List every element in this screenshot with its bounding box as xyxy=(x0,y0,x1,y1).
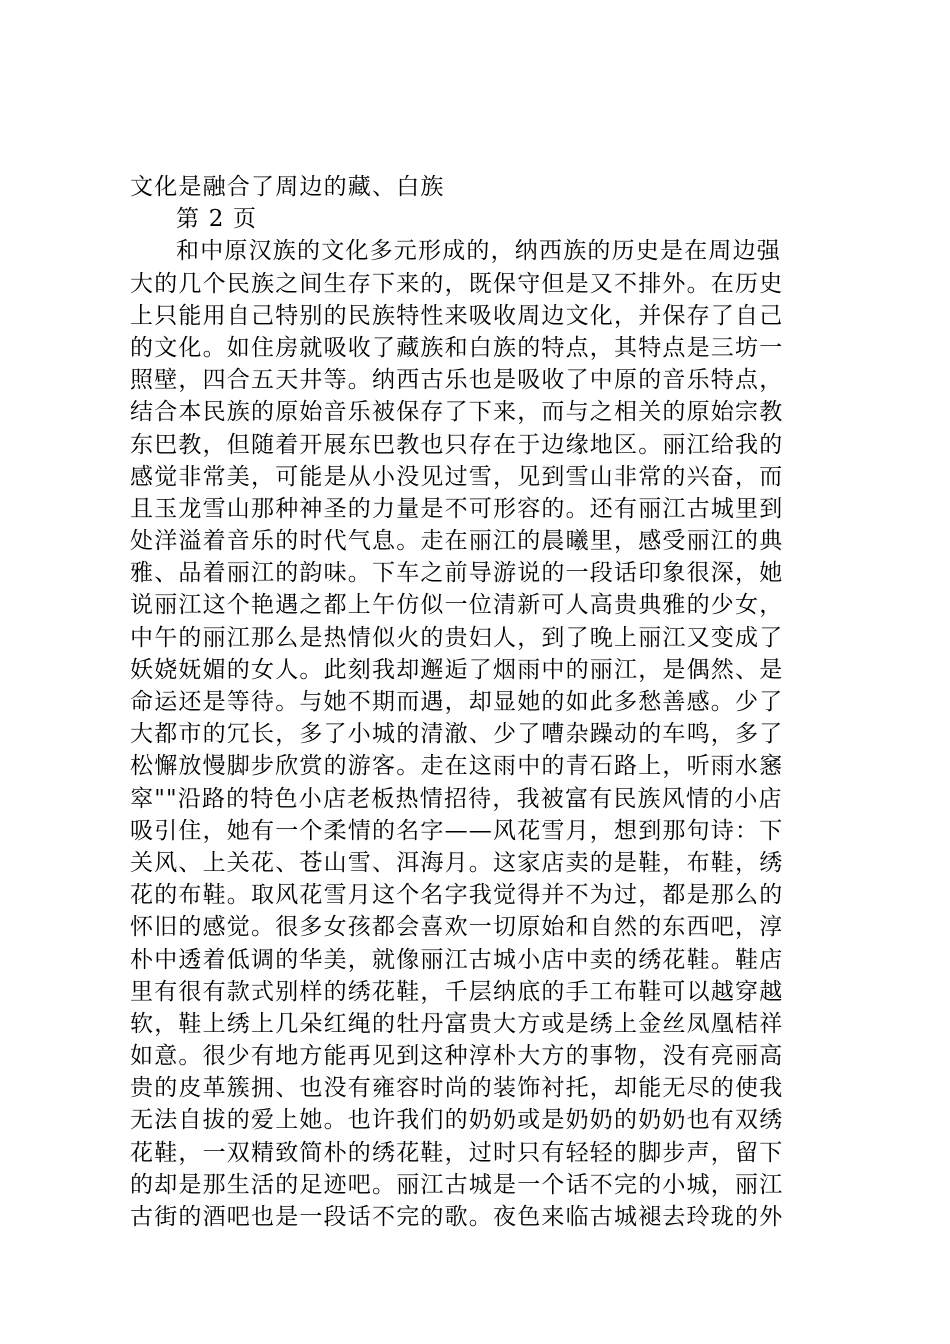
text-line: 说丽江这个艳遇之都上午仿似一位清新可人高贵典雅的少女， xyxy=(130,592,784,619)
text-line: 大都市的冗长，多了小城的清澈、少了嘈杂躁动的车鸣，多了 xyxy=(130,721,784,748)
text-line: 的文化。如住房就吸收了藏族和白族的特点，其特点是三坊一 xyxy=(130,334,784,361)
text-line: 关风、上关花、苍山雪、洱海月。这家店卖的是鞋，布鞋，绣 xyxy=(130,849,784,876)
text-line: 妖娆妩媚的女人。此刻我却邂逅了烟雨中的丽江，是偶然、是 xyxy=(130,656,784,683)
text-line: 软，鞋上绣上几朵红绳的牡丹富贵大方或是绣上金丝凤凰桔祥 xyxy=(130,1010,784,1037)
text-line: 上只能用自己特别的民族特性来吸收周边文化，并保存了自己 xyxy=(130,302,784,329)
text-line: 文化是融合了周边的藏、白族 xyxy=(130,174,445,200)
text-line: 吸引住，她有一个柔情的名字——风花雪月，想到那句诗：下 xyxy=(130,817,784,844)
text-line: 命运还是等待。与她不期而遇，却显她的如此多愁善感。少了 xyxy=(130,689,784,715)
text-line: 照壁，四合五天井等。纳西古乐也是吸收了中原的音乐特点， xyxy=(130,367,784,394)
paragraph-first-line: 和中原汉族的文化多元形成的，纳西族的历史是在周边强 xyxy=(176,238,781,265)
text-line: 朴中透着低调的华美，就像丽江古城小店中卖的绣花鞋。鞋店 xyxy=(130,946,784,973)
text-line: 结合本民族的原始音乐被保存了下来，而与之相关的原始宗教 xyxy=(130,399,784,426)
text-line: 且玉龙雪山那种神圣的力量是不可形容的。还有丽江古城里到 xyxy=(130,495,784,522)
text-line: 大的几个民族之间生存下来的，既保守但是又不排外。在历史 xyxy=(130,270,784,297)
text-line: 感觉非常美，可能是从小没见过雪，见到雪山非常的兴奋，而 xyxy=(130,463,784,490)
text-line: 处洋溢着音乐的时代气息。走在丽江的晨曦里，感受丽江的典 xyxy=(130,528,784,555)
text-line: 古街的酒吧也是一段话不完的歌。夜色来临古城褪去玲珑的外 xyxy=(130,1204,784,1230)
text-line: 花的布鞋。取风花雪月这个名字我觉得并不为过，都是那么的 xyxy=(130,882,784,909)
page-number: 第 2 页 xyxy=(176,206,258,233)
text-line: 如意。很少有地方能再见到这种淳朴大方的事物，没有亮丽高 xyxy=(130,1043,784,1070)
text-line: 中午的丽江那么是热情似火的贵妇人，到了晚上丽江又变成了 xyxy=(130,624,784,651)
text-line: 松懈放慢脚步欣赏的游客。走在这雨中的青石路上，听雨水窸 xyxy=(130,753,784,780)
body-text xyxy=(130,171,830,1233)
text-line: 东巴教，但随着开展东巴教也只存在于边缘地区。丽江给我的 xyxy=(130,431,784,458)
text-line: 怀旧的感觉。很多女孩都会喜欢一切原始和自然的东西吧，淳 xyxy=(130,914,784,941)
text-line: 花鞋，一双精致简朴的绣花鞋，过时只有轻轻的脚步声，留下 xyxy=(130,1139,784,1166)
text-line: 里有很有款式别样的绣花鞋，千层纳底的手工布鞋可以越穿越 xyxy=(130,978,784,1005)
text-line: 贵的皮革簇拥、也没有雍容时尚的装饰衬托，却能无尽的使我 xyxy=(130,1075,784,1102)
text-line: 的却是那生活的足迹吧。丽江古城是一个话不完的小城，丽江 xyxy=(130,1171,784,1198)
text-line: 窣""沿路的特色小店老板热情招待，我被富有民族风情的小店 xyxy=(130,785,783,812)
text-line: 无法自拔的爱上她。也许我们的奶奶或是奶奶的奶奶也有双绣 xyxy=(130,1107,784,1134)
text-line: 雅、品着丽江的韵味。下车之前导游说的一段话印象很深，她 xyxy=(130,560,784,587)
